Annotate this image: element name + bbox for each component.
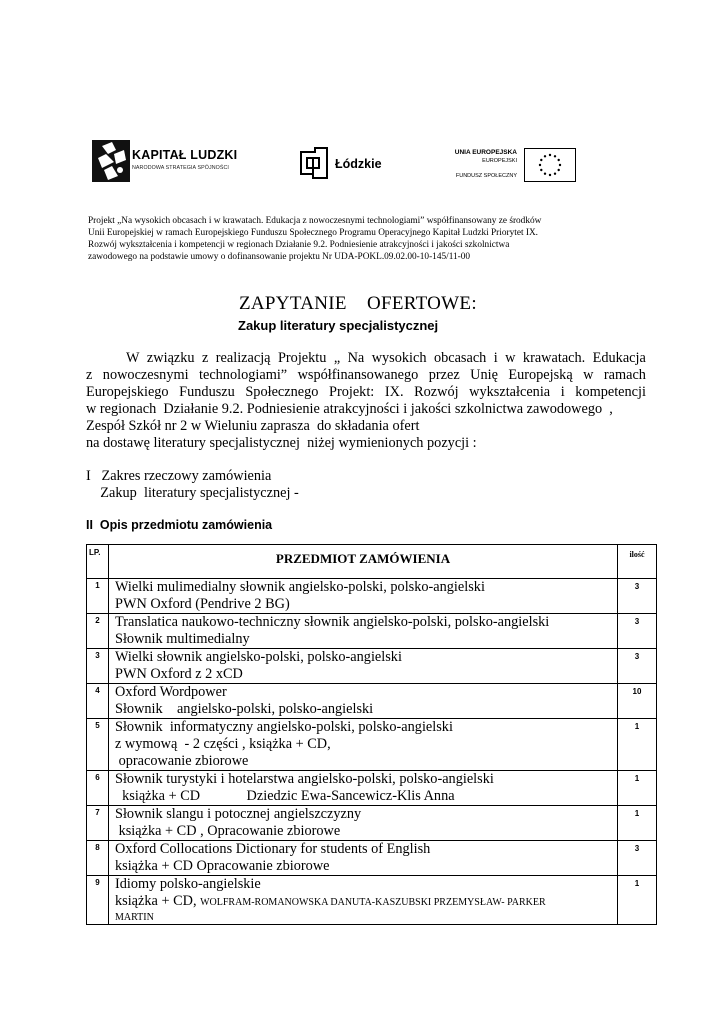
row-description-line: opracowanie zbiorowe <box>115 753 249 769</box>
row-qty: 3 <box>618 841 657 876</box>
row-description-line: książka + CD Opracowanie zbiorowe <box>115 858 330 874</box>
intro-word: Społecznego <box>245 384 319 400</box>
row-qty: 1 <box>618 876 657 925</box>
intro-word: kompetencji <box>575 384 646 400</box>
row-description <box>109 579 618 614</box>
intro-word: w <box>505 350 516 366</box>
kapital-ludzki-mark-icon <box>92 140 130 182</box>
section-2-heading: II Opis przedmiotu zamówienia <box>86 518 273 532</box>
kapital-ludzki-title: KAPITAŁ LUDZKI <box>132 148 238 162</box>
row-qty: 1 <box>618 806 657 841</box>
intro-line <box>86 350 646 367</box>
row-description <box>109 719 618 771</box>
project-header <box>88 215 648 263</box>
kapital-ludzki-subtitle: NARODOWA STRATEGIA SPÓJNOŚCI <box>132 165 229 171</box>
row-lp: 6 <box>87 771 109 806</box>
row-description-authors: WOLFRAM-ROMANOWSKA DANUTA-KASZUBSKI PRZEMYSŁAW- PARKER <box>200 897 546 908</box>
row-description-line: Słownik angielsko-polski, polsko-angielski <box>115 701 374 717</box>
section-1 <box>86 468 299 502</box>
intro-word: z <box>201 350 209 366</box>
intro-line <box>86 384 646 401</box>
row-qty: 1 <box>618 771 657 806</box>
intro-word: z <box>86 367 93 383</box>
intro-word: wykształcenia <box>469 384 551 400</box>
intro-word: związku <box>146 350 195 366</box>
row-description-line: Słownik slangu i potocznej angielszczyzny <box>115 806 362 822</box>
row-description-line: Oxford Wordpower <box>115 684 227 700</box>
row-qty: 1 <box>618 719 657 771</box>
table-row <box>87 649 657 684</box>
row-description-line <box>115 893 617 911</box>
row-description-line: Oxford Collocations Dictionary for students of English <box>115 841 431 857</box>
intro-word: w <box>583 367 594 383</box>
row-qty: 3 <box>618 579 657 614</box>
row-qty: 10 <box>618 684 657 719</box>
table-header-row <box>87 545 657 579</box>
row-description-line: PWN Oxford z 2 xCD <box>115 666 243 682</box>
intro-word: przez <box>428 367 460 383</box>
intro-word: współfinansowanego <box>297 367 419 383</box>
intro-word: i <box>560 384 565 400</box>
table-row <box>87 719 657 771</box>
row-description-line: Słownik multimedialny <box>115 631 250 647</box>
section-1-text: Zakup literatury specjalistycznej - <box>86 485 299 501</box>
row-description-line: Wielki mulimedialny słownik angielsko-polski, polsko-angielski <box>115 579 485 595</box>
row-description-authors: MARTIN <box>115 912 154 923</box>
eu-line2: EUROPEJSKI <box>482 158 517 164</box>
row-description <box>109 771 618 806</box>
row-description-line: Idiomy polsko-angielskie <box>115 876 261 892</box>
table-row <box>87 876 657 925</box>
project-header-line: Projekt „Na wysokich obcasach i w krawatach. Edukacja z nowoczesnymi technologiami” współfinansowany ze środków <box>88 216 542 226</box>
table-row <box>87 841 657 876</box>
row-lp: 9 <box>87 876 109 925</box>
intro-word: i <box>493 350 498 366</box>
intro-word: IX. <box>384 384 404 400</box>
eu-logo <box>454 148 594 188</box>
lodzkie-mark-icon <box>299 146 329 180</box>
section-1-heading: I Zakres rzeczowy zamówienia <box>86 468 272 484</box>
row-lp: 7 <box>87 806 109 841</box>
intro-word: nowoczesnymi <box>102 367 189 383</box>
row-description <box>109 649 618 684</box>
document-title: ZAPYTANIE OFERTOWE: <box>239 293 477 314</box>
row-description <box>109 876 618 925</box>
intro-word: obcasach <box>433 350 487 366</box>
intro-word: Unię <box>470 367 498 383</box>
row-lp: 1 <box>87 579 109 614</box>
table-row <box>87 806 657 841</box>
row-description <box>109 614 618 649</box>
intro-word: ramach <box>603 367 646 383</box>
intro-word: „ <box>333 350 341 366</box>
row-description-line: książka + CD , Opracowanie zbiorowe <box>115 823 341 839</box>
row-lp: 8 <box>87 841 109 876</box>
eu-line3: FUNDUSZ SPOŁECZNY <box>455 173 517 179</box>
row-description <box>109 684 618 719</box>
row-qty: 3 <box>618 614 657 649</box>
intro-word: Europejskiego <box>86 384 169 400</box>
row-description-line: PWN Oxford (Pendrive 2 BG) <box>115 596 290 612</box>
table-row <box>87 684 657 719</box>
header-qty: ilość <box>618 545 657 579</box>
intro-word: Projektu <box>277 350 327 366</box>
row-lp: 4 <box>87 684 109 719</box>
logo-row <box>92 138 612 190</box>
row-description-line: Słownik informatyczny angielsko-polski, polsko-angielski <box>115 719 453 735</box>
row-qty: 3 <box>618 649 657 684</box>
eu-flag-icon <box>524 148 576 182</box>
intro-line: w regionach Działanie 9.2. Podniesienie atrakcyjności i jakości szkolnictwa zawodowego , <box>86 401 613 417</box>
intro-word: Edukacja <box>592 350 646 366</box>
intro-word: wysokich <box>371 350 427 366</box>
row-description <box>109 806 618 841</box>
intro-word: W <box>126 350 140 366</box>
intro-word: Funduszu <box>179 384 235 400</box>
intro-word: Europejską <box>508 367 573 383</box>
row-lp: 3 <box>87 649 109 684</box>
intro-word: krawatach. <box>522 350 586 366</box>
table-row <box>87 614 657 649</box>
row-lp: 2 <box>87 614 109 649</box>
header-lp: LP. <box>87 545 109 579</box>
row-description <box>109 841 618 876</box>
items-table <box>86 544 657 925</box>
header-item: PRZEDMIOT ZAMÓWIENIA <box>109 545 618 579</box>
row-description-main: książka + CD, <box>115 893 201 909</box>
intro-line: na dostawę literatury specjalistycznej niżej wymienionych pozycji : <box>86 435 477 451</box>
table-body <box>87 579 657 925</box>
intro-word: technologiami” <box>199 367 288 383</box>
lodzkie-logo <box>299 146 409 186</box>
row-description-line: Wielki słownik angielsko-polski, polsko-angielski <box>115 649 402 665</box>
document-subtitle: Zakup literatury specjalistycznej <box>238 318 439 333</box>
row-description-line: Słownik turystyki i hotelarstwa angielsko-polski, polsko-angielski <box>115 771 494 787</box>
intro-line: Zespół Szkół nr 2 w Wieluniu zaprasza do składania ofert <box>86 418 420 434</box>
intro-line <box>86 367 646 384</box>
intro-word: Projekt: <box>329 384 375 400</box>
project-header-line: Rozwój wykształcenia i kompetencji w regionach Działanie 9.2. Podniesienie atrakcyjności i jakości szkolnictwa <box>88 240 510 250</box>
project-header-line: Unii Europejskiej w ramach Europejskiego Funduszu Społecznego Programu Operacyjnego Kapitał Ludzki Priorytet IX. <box>88 228 539 238</box>
table-row <box>87 771 657 806</box>
row-description-line: książka + CD Dziedzic Ewa-Sancewicz-Klis Anna <box>115 788 455 804</box>
row-lp: 5 <box>87 719 109 771</box>
intro-word: realizacją <box>215 350 271 366</box>
intro-word: Na <box>347 350 365 366</box>
lodzkie-text: Łódzkie <box>335 157 382 171</box>
row-description-line: Translatica naukowo-techniczny słownik angielsko-polski, polsko-angielski <box>115 614 550 630</box>
kapital-ludzki-logo <box>92 138 238 186</box>
table-row <box>87 579 657 614</box>
eu-title: UNIA EUROPEJSKA <box>454 149 517 156</box>
project-header-line: zawodowego na podstawie umowy o dofinansowanie projektu Nr UDA-POKL.09.02.00-10-145/11-00 <box>88 252 471 262</box>
row-description-line: z wymową - 2 części , książka + CD, <box>115 736 331 752</box>
intro-paragraph <box>86 350 646 452</box>
intro-word: Rozwój <box>414 384 459 400</box>
